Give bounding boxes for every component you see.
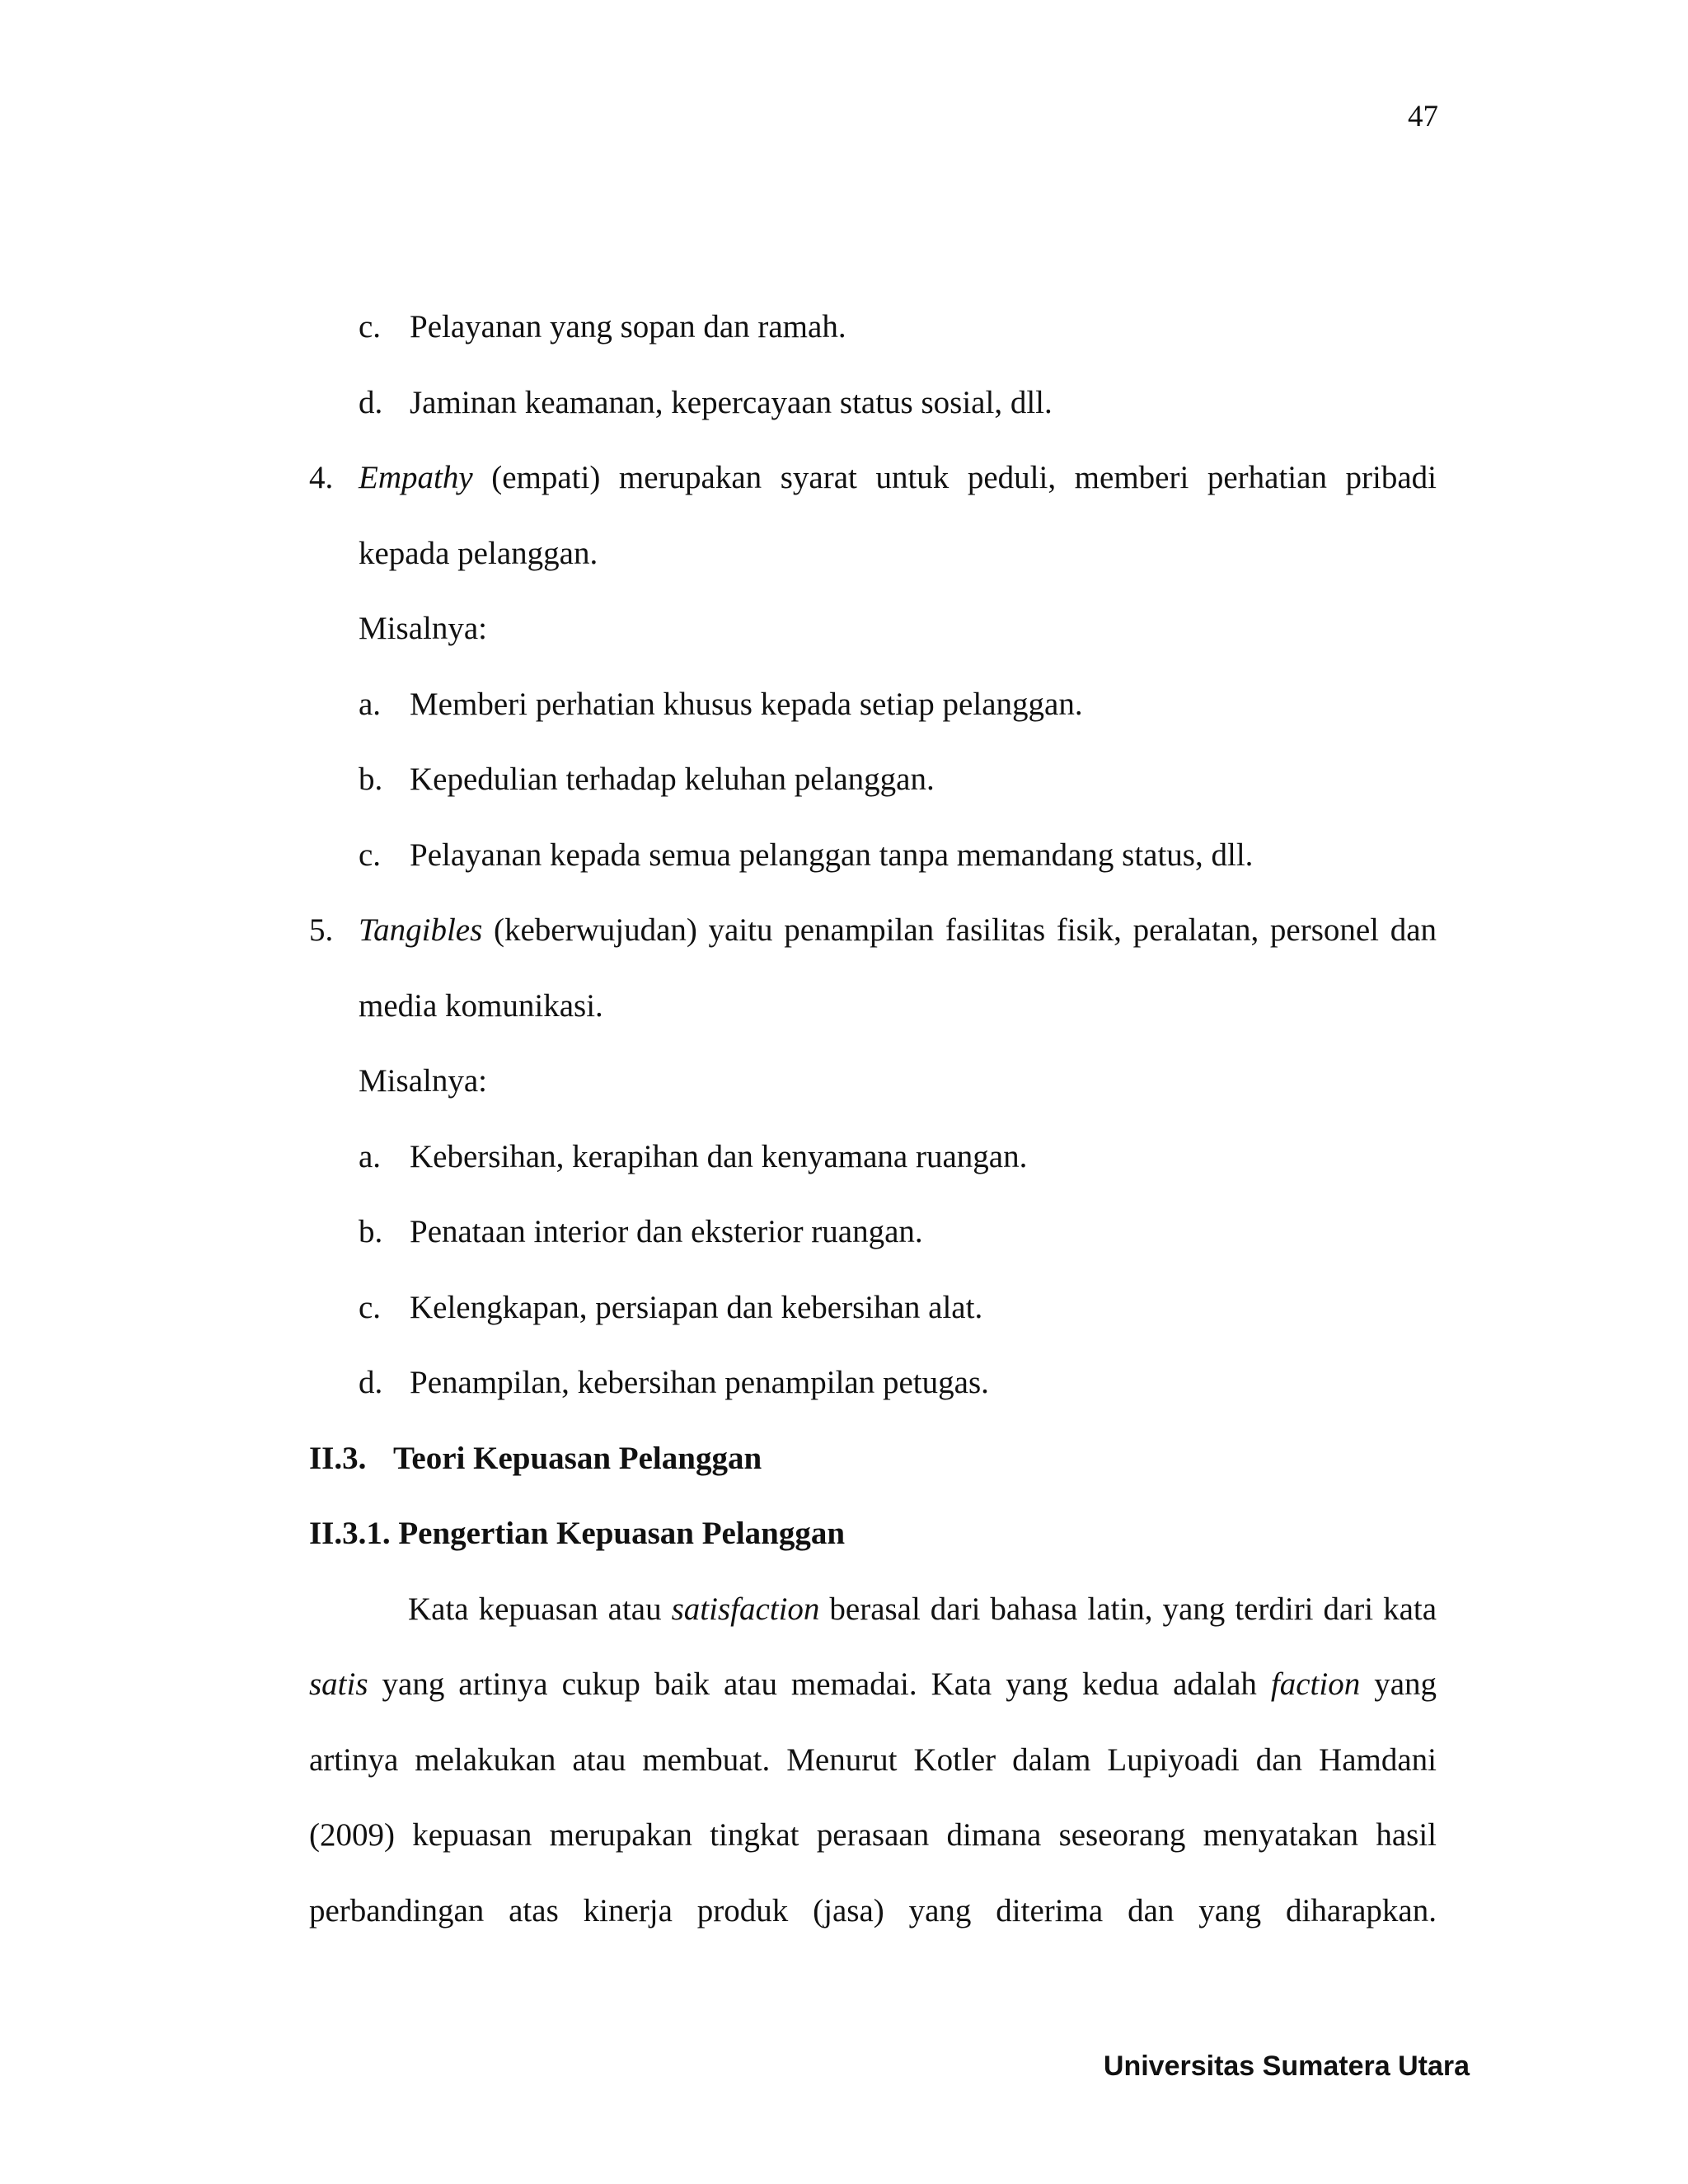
- item-5-misalnya: Misalnya:: [359, 1063, 487, 1099]
- paragraph-line-4: (2009) kepuasan merupakan tingkat perasaan dimana seseorang menyatakan hasil: [309, 1817, 1437, 1853]
- item-number: 4.: [309, 460, 334, 495]
- subsection-heading: II.3.1. Pengertian Kepuasan Pelanggan: [309, 1516, 846, 1551]
- page-number: 47: [1408, 100, 1438, 134]
- list-item-4a: [309, 684, 1437, 760]
- list-marker: b.: [359, 762, 383, 797]
- list-item-4b: [309, 759, 1437, 835]
- list-item-text: Kepedulian terhadap keluhan pelanggan.: [410, 762, 935, 797]
- list-item-text: Pelayanan kepada semua pelanggan tanpa memandang status, dll.: [410, 837, 1254, 873]
- list-item-text: Penampilan, kebersihan penampilan petugas.: [410, 1365, 989, 1400]
- list-item-5a: [309, 1137, 1437, 1212]
- item-5-continuation: media komunikasi.: [359, 987, 603, 1024]
- item-description: (keberwujudan) yaitu penampilan fasilitas fisik, peralatan, personel dan: [493, 912, 1437, 948]
- text-span: yang artinya cukup baik atau memadai. Kata yang kedua adalah: [382, 1666, 1257, 1702]
- text-span: yang: [1374, 1666, 1437, 1702]
- list-item-5d: [309, 1362, 1437, 1438]
- list-item-4c: [309, 835, 1437, 911]
- term-satisfaction: satisfaction: [671, 1591, 820, 1627]
- item-4-continuation: kepada pelanggan.: [359, 535, 598, 571]
- list-item-5b: [309, 1212, 1437, 1287]
- paragraph-line-1: [309, 1589, 1437, 1665]
- section-number: II.3.: [309, 1440, 367, 1476]
- paragraph-line-5: perbandingan atas kinerja produk (jasa) yang diterima dan yang diharapkan.: [309, 1892, 1437, 1929]
- item-4-misalnya: Misalnya:: [359, 611, 487, 646]
- section-title: Teori Kepuasan Pelanggan: [393, 1440, 762, 1476]
- list-marker: c.: [359, 309, 382, 344]
- list-item-text: Kebersihan, kerapihan dan kenyamana ruangan.: [410, 1138, 1028, 1174]
- list-item-3d: [309, 382, 1437, 458]
- list-item-text: Pelayanan yang sopan dan ramah.: [410, 309, 846, 344]
- item-description: (empati) merupakan syarat untuk peduli, memberi perhatian pribadi: [491, 460, 1437, 495]
- text-span: berasal dari bahasa latin, yang terdiri dari kata: [829, 1591, 1437, 1627]
- document-body: [309, 307, 1437, 1966]
- list-marker: a.: [359, 686, 382, 722]
- section-heading: [309, 1438, 1437, 1514]
- term-satis: satis: [309, 1666, 368, 1702]
- numbered-item-5: [309, 910, 1437, 986]
- list-marker: d.: [359, 384, 383, 420]
- numbered-item-4: [309, 457, 1437, 533]
- paragraph-line-3: artinya melakukan atau membuat. Menurut Kotler dalam Lupiyoadi dan Hamdani: [309, 1741, 1437, 1778]
- footer-university: Universitas Sumatera Utara: [1103, 2050, 1470, 2082]
- list-item-3c: [309, 307, 1437, 382]
- list-item-text: Kelengkapan, persiapan dan kebersihan alat.: [410, 1289, 983, 1325]
- list-item-text: Memberi perhatian khusus kepada setiap pelanggan.: [410, 686, 1083, 722]
- term-empathy: Empathy: [359, 460, 473, 495]
- term-tangibles: Tangibles: [359, 912, 483, 948]
- list-item-5c: [309, 1287, 1437, 1363]
- item-text: [359, 910, 1437, 986]
- term-faction: faction: [1270, 1666, 1361, 1702]
- paragraph-line-2: [309, 1664, 1437, 1740]
- list-marker: d.: [359, 1365, 383, 1400]
- text-span: Kata kepuasan atau: [408, 1591, 662, 1627]
- item-text: [359, 457, 1437, 533]
- list-item-text: Penataan interior dan eksterior ruangan.: [410, 1214, 923, 1249]
- list-marker: c.: [359, 1289, 382, 1325]
- list-item-text: Jaminan keamanan, kepercayaan status sosial, dll.: [410, 384, 1053, 420]
- item-number: 5.: [309, 912, 334, 948]
- list-marker: c.: [359, 837, 382, 873]
- list-marker: b.: [359, 1214, 383, 1249]
- list-marker: a.: [359, 1138, 382, 1174]
